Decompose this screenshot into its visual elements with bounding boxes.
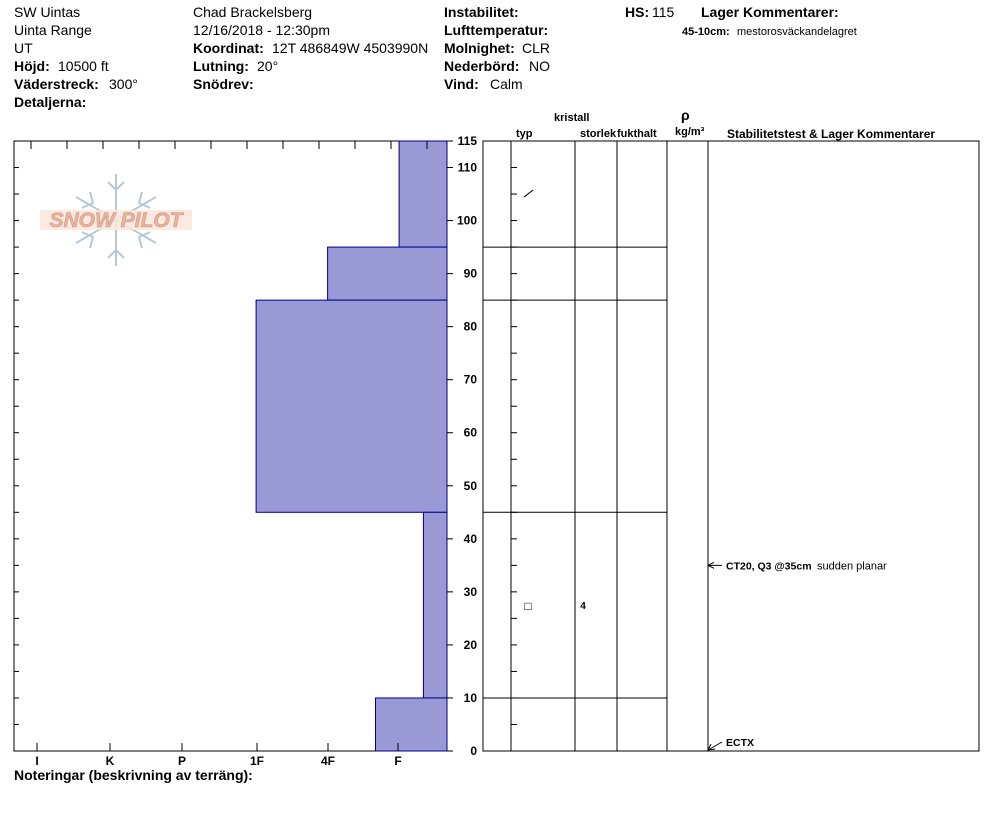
layer-comment-text: mestorosväckandelagret [737, 26, 857, 38]
test-result-label: CT20, Q3 @35cm [726, 560, 812, 573]
elevation-label: Höjd: [14, 58, 50, 74]
layer-comment-range: 45-10cm: [682, 26, 730, 38]
height-tick-label: 70 [463, 372, 477, 387]
height-tick-label: 80 [463, 319, 477, 334]
hardness-tick-label: K [105, 754, 115, 768]
notes-label: Noteringar (beskrivning av terräng): [14, 767, 253, 783]
height-tick-label: 30 [463, 584, 477, 599]
height-tick-label: 50 [463, 478, 477, 493]
elevation-value: 10500 ft [58, 58, 109, 74]
fukthalt-header: fukthalt [617, 128, 657, 140]
grain-form-mark [524, 190, 533, 197]
aspect-value: 300° [109, 76, 138, 92]
sky-value: CLR [522, 40, 551, 56]
hardness-tick-label: 1F [249, 754, 265, 768]
logo-text: SNOW PILOT [49, 209, 183, 232]
grain-form-mark: □ [524, 599, 532, 614]
air-temp-label: Lufttemperatur: [444, 22, 549, 38]
hardness-layer-bar [256, 300, 447, 512]
sky-label: Molnighet: [444, 40, 515, 56]
hardness-layer-bar [399, 141, 447, 247]
density-unit: kg/m³ [675, 126, 705, 138]
location-area: SW Uintas [14, 4, 81, 20]
wind-label: Vind: [444, 76, 479, 92]
instability-label: Instabilitet: [444, 4, 519, 20]
aspect-label: Väderstreck: [14, 76, 99, 92]
hardness-tick-label: P [177, 754, 187, 768]
slope-label: Lutning: [193, 58, 249, 74]
precip-value: NO [529, 58, 550, 74]
observer-name: Chad Brackelsberg [193, 4, 313, 20]
height-tick-label: 90 [463, 266, 477, 281]
hs-label: HS: [625, 4, 650, 20]
slope-value: 20° [257, 58, 279, 74]
hardness-layer-bar [423, 512, 447, 698]
wind-value: Calm [490, 76, 523, 92]
height-tick-label: 100 [456, 213, 477, 228]
layer-table-frame [483, 141, 979, 751]
height-tick-label: 0 [470, 744, 477, 758]
wind-loading-label: Snödrev: [193, 76, 254, 92]
height-tick-label: 20 [463, 637, 477, 652]
density-symbol: ρ [681, 107, 690, 123]
location-state: UT [14, 40, 33, 56]
coordinate-value: 12T 486849W 4503990N [272, 40, 429, 56]
height-tick-label: 10 [463, 690, 477, 705]
grain-size-label: 4 [580, 601, 586, 613]
coordinate-label: Koordinat: [193, 40, 264, 56]
height-tick-label: 110 [457, 160, 477, 175]
layer-comments-label: Lager Kommentarer: [701, 4, 839, 20]
test-result-label: ECTX [726, 737, 755, 749]
height-tick-label: 115 [457, 134, 477, 148]
test-comment-label: sudden planar [817, 560, 887, 573]
stability-header: Stabilitetstest & Lager Kommentarer [727, 127, 936, 141]
storlek-header: storlek [580, 128, 617, 140]
hardness-tick-label: F [394, 754, 402, 768]
precip-label: Nederbörd: [444, 58, 520, 74]
details-label: Detaljerna: [14, 94, 87, 110]
hardness-layer-bar [328, 247, 447, 300]
hardness-layer-bar [376, 698, 448, 751]
hardness-tick-label: 4F [320, 754, 336, 768]
kristall-header: kristall [554, 112, 590, 124]
height-tick-label: 40 [463, 531, 477, 546]
location-range: Uinta Range [14, 22, 92, 38]
height-tick-label: 60 [463, 425, 477, 440]
observation-datetime: 12/16/2018 - 12:30pm [193, 22, 330, 38]
hardness-tick-label: I [35, 754, 39, 768]
hs-value: 115 [652, 4, 675, 20]
typ-header: typ [516, 128, 533, 140]
